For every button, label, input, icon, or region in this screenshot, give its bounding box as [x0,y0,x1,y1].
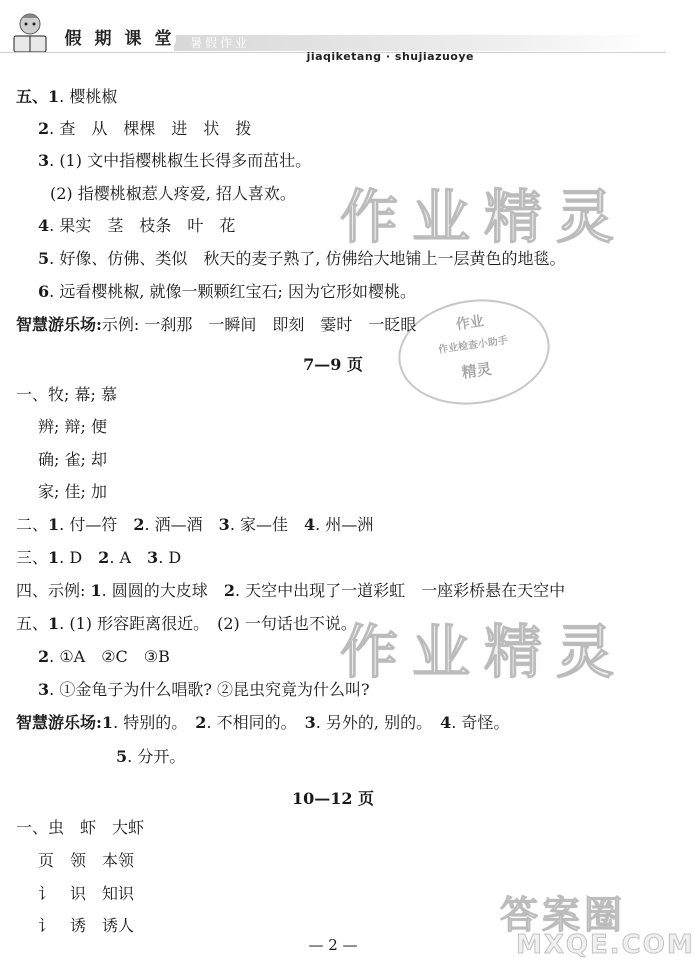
watermark-zuoye-jingling: 作业精灵 [340,183,629,251]
mascot-reading-icon [10,10,50,54]
stamp-middle-text: 作业检查小助手 [437,335,509,356]
page-range-heading: 10—12 页 [291,789,375,808]
stamp-top-text: 作业 [454,313,485,334]
answer-line: 2. 查 从 棵棵 进 状 拨 [38,119,252,138]
brand-char: 假 [60,26,86,52]
answer-line: 3. ①金龟子为什么唱歌? ②昆虫究竟为什么叫? [38,680,370,699]
answer-line: 智慧游乐场:1. 特别的。 2. 不相同的。 3. 另外的, 别的。 4. 奇怪。 [16,713,510,732]
answer-line: 四、示例: 1. 圆圆的大皮球 2. 天空中出现了一道彩虹 一座彩桥悬在天空中 [16,581,566,600]
brand-pinyin: jiaqiketang · shujiazuoye [306,50,474,63]
answer-line: (2) 指樱桃椒惹人疼爱, 招人喜欢。 [50,184,296,203]
answer-line: 2. ①A ②C ③B [38,647,170,666]
answer-line: 一、牧; 幕; 慕 [16,385,117,404]
answer-line: 3. (1) 文中指樱桃椒生长得多而茁壮。 [38,151,312,170]
page-number: — 2 — [308,936,358,954]
answer-line: 6. 远看樱桃椒, 就像一颗颗红宝石; 因为它形如樱桃。 [38,282,416,301]
watermark-zuoye-jingling: 作业精灵 [340,618,629,686]
watermark-url: MXQE.COM [516,930,695,960]
page-header [0,0,666,66]
brand-title [60,26,176,52]
answer-line: 三、1. D 2. A 3. D [16,548,182,567]
answer-line: 确; 雀; 却 [38,450,107,469]
answer-line: 五、1. 樱桃椒 [16,87,118,106]
brand-char: 期 [90,26,116,52]
answer-line: 智慧游乐场:示例: 一刹那 一瞬间 即刻 霎时 一眨眼 [16,315,417,334]
answer-line: 5. 好像、仿佛、类似 秋天的麦子熟了, 仿佛给大地铺上一层黄色的地毯。 [38,249,566,268]
brand-char: 课 [120,26,146,52]
brand-char: 堂 [150,26,176,52]
answer-line: 五、1. (1) 形容距离很近。 (2) 一句话也不说。 [16,614,357,633]
answer-line: 4. 果实 茎 枝条 叶 花 [38,216,236,235]
answer-line: 讠 识 知识 [38,884,135,903]
answer-line: 二、1. 付—符 2. 洒—酒 3. 家—佳 4. 州—洲 [16,515,374,534]
answer-line: 一、虫 虾 大虾 [16,818,145,837]
watermark-daanquan: 答案圈 [500,893,627,937]
answer-line: 讠 诱 诱人 [38,916,135,935]
stamp-bottom-text: 精灵 [460,359,493,382]
brand-subtitle: 暑假作业 [190,36,251,50]
page-range-heading: 7—9 页 [303,355,363,374]
answer-line: 5. 分开。 [116,747,186,766]
answer-line: 家; 佳; 加 [38,482,107,501]
answer-line: 页 领 本领 [38,851,135,870]
answer-line: 辨; 辩; 便 [38,417,107,436]
